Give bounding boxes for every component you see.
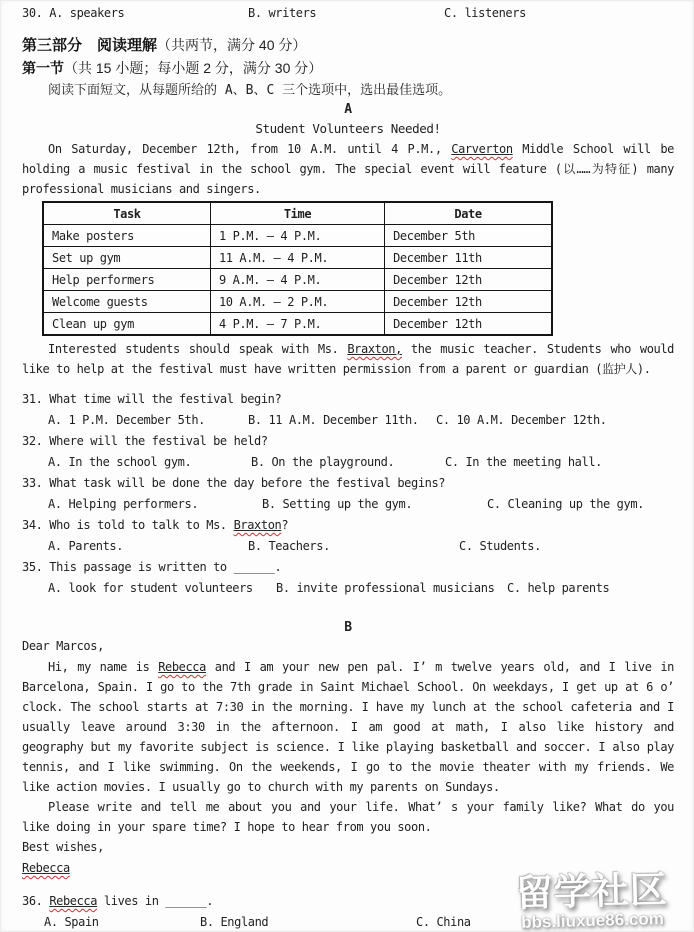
question-30-options [0,3,674,24]
option-36b: B. England [200,915,269,929]
question-33-options [22,494,674,515]
table-header-time: Time [210,202,384,225]
cell-time: 9 A.M. – 4 P.M. [210,269,384,291]
cell-date: December 12th [385,313,552,336]
table-row [43,269,552,291]
volunteer-schedule-table [42,201,553,336]
table-row [43,291,552,313]
table-row [43,313,552,336]
watermark-logo-text: 留学社区 [515,869,669,914]
misspelled-word-braxton [347,342,402,356]
question-35-stem: 35. This passage is written to ______. [22,560,282,574]
section1-heading-bold: 第一节 [22,60,64,76]
passage-a-label: A [344,102,352,117]
letter-paragraph-2: Please write and tell me about you and your life. What’ s your family like? What do you like doing in your spare time? I hope to hear from you soon. [22,800,674,834]
letter-signature [22,858,674,879]
question-31-options [22,410,674,431]
table-row [43,225,552,247]
letter-para1-after: and I am your new pen pal. I’ m twelve years old, and I live in Barcelona, Spain. I go to the 7th grade in Saint Michael School. On weekdays, I get up at 6 o’ clock. The school starts at 7:30 in the morning. I have my lunch at the school cafeteria and I usually leave around 3:30 in the afternoon. I am good at math, I also like history and geography but my favorite subject is science. I like playing basketball and soccer. I also play tennis, and I like swimming. On the weekends, I go to the movie theater with my friends. We like action movies. I usually go to church with my parents on Sundays. [22,660,674,794]
passage-a-paragraph-2 [22,339,674,379]
watermark-url-text: bbs.liuxue86.com [520,909,665,932]
rebecca-q36-text: Rebecca [49,894,98,908]
cell-time: 4 P.M. – 7 P.M. [210,313,384,336]
letter-para1-before: Hi, my name is [48,660,159,674]
option-35a: A. look for student volunteers [48,581,253,595]
misspelled-word-rebecca [158,660,206,674]
cell-time: 11 A.M. – 4 P.M. [210,247,384,269]
option-35c: C. help parents [507,581,610,595]
cell-date: December 11th [385,247,552,269]
q34-before: 34. Who is told to talk to Ms. [22,518,234,532]
q36-after: lives in ______. [97,894,214,908]
question-35-options [22,578,674,599]
carverton-text: Carverton [451,142,513,156]
option-35b: B. invite professional musicians [276,581,495,595]
option-31b: B. 11 A.M. December 11th. [248,413,419,427]
option-32c: C. In the meeting hall. [445,455,602,469]
option-31c: C. 10 A.M. December 12th. [436,413,607,427]
cell-task: Set up gym [43,247,210,269]
cell-task: Help performers [43,269,210,291]
cell-date: December 12th [385,269,552,291]
misspelled-word-rebecca-q36 [49,894,97,908]
section-instructions: 阅读下面短文，从每题所给的 A、B、C 三个选项中，选出最佳选项。 [48,83,452,98]
passage-b-label: B [344,620,352,635]
question-36-stem [22,891,674,912]
table-header-date: Date [385,202,552,225]
cell-date: December 5th [385,225,552,247]
option-34c: C. Students. [459,539,541,553]
question-32-stem: 32. Where will the festival be held? [22,434,268,448]
q34-after: ? [281,518,289,532]
option-34a: A. Parents. [48,539,124,553]
braxton-text: Braxton, [347,342,402,356]
option-36a: A. Spain [44,915,99,929]
para2-before: Interested students should speak with Ms. [48,342,348,356]
section1-heading [22,58,674,79]
option-33a: A. Helping performers. [48,497,199,511]
cell-time: 1 P.M. – 4 P.M. [210,225,384,247]
option-31a: A. 1 P.M. December 5th. [48,413,205,427]
question-32-options [22,452,674,473]
braxton-q34-text: Braxton [233,518,282,532]
cell-task: Clean up gym [43,313,210,336]
table-header-task: Task [43,202,210,225]
part3-heading-bold: 第三部分 阅读理解 [22,37,158,54]
question-31-stem: 31. What time will the festival begin? [22,392,282,406]
part3-heading [22,34,674,56]
cell-time: 10 A.M. – 2 P.M. [210,291,384,313]
misspelled-word-carverton [451,142,512,156]
option-32a: A. In the school gym. [48,455,192,469]
option-32b: B. On the playground. [251,455,395,469]
table-header-row [43,202,552,225]
letter-salutation: Dear Marcos, [22,639,104,653]
part3-heading-rest: （共两节，满分 40 分） [157,37,307,53]
cell-task: Make posters [43,225,210,247]
q36-before: 36. [22,894,50,908]
para1-after: Middle School will be holding a music festival in the school gym. The special event will feature (以……为特征) many professional musicians and singers. [22,142,674,196]
option-33c: C. Cleaning up the gym. [487,497,644,511]
para1-before: On Saturday, December 12th, from 10 A.M. until 4 P.M., [48,142,452,156]
option-30c: C. listeners [444,6,526,20]
passage-a-paragraph-1 [22,139,674,199]
letter-closing: Best wishes, [22,840,104,854]
option-33b: B. Setting up the gym. [262,497,413,511]
question-36-options [22,912,674,932]
question-34-stem [22,515,674,536]
option-34b: B. Teachers. [248,539,330,553]
question-34-options [22,536,674,557]
letter-paragraph-1 [22,657,674,797]
question-33-stem: 33. What task will be done the day before the festival begins? [22,476,446,490]
para2-after: the music teacher. Students who would like to help at the festival must have written permission from a parent or guardian (监护人). [22,342,674,376]
table-row [43,247,552,269]
section1-heading-rest: （共 15 小题；每小题 2 分，满分 30 分） [64,60,323,76]
option-36c: C. China [416,915,471,929]
cell-date: December 12th [385,291,552,313]
misspelled-word-rebecca-signature [22,861,70,875]
passage-a-title: Student Volunteers Needed! [255,121,441,136]
cell-task: Welcome guests [43,291,210,313]
rebecca-text: Rebecca [158,660,206,674]
option-30a: 30. A. speakers [22,6,125,20]
misspelled-word-braxton-q34 [234,518,282,532]
rebecca-signature-text: Rebecca [22,861,70,875]
option-30b: B. writers [248,6,317,20]
